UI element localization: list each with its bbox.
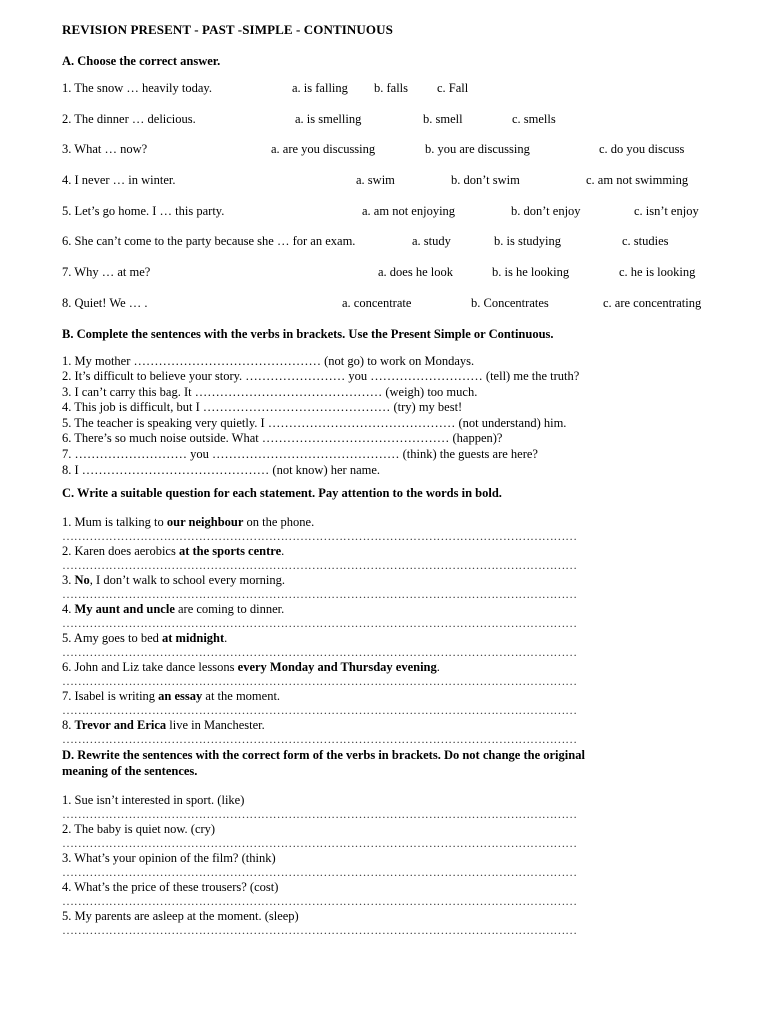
statement xyxy=(62,689,742,704)
statement-bold: our neighbour xyxy=(166,515,244,530)
answer-option-c[interactable]: c. isn’t enjoy xyxy=(634,203,699,218)
statement-text: live in Manchester. xyxy=(166,718,265,733)
statement-bold: Trevor and Erica xyxy=(74,718,167,733)
answer-option-c[interactable]: c. smells xyxy=(512,111,556,126)
answer-option-a[interactable]: a. swim xyxy=(356,173,395,188)
rewrite-sentence: 5. My parents are asleep at the moment. (sleep) xyxy=(62,909,299,924)
statement-bold: every Monday and Thursday evening xyxy=(237,660,437,675)
answer-line[interactable]: …………………………………………………………………………………………………………………… xyxy=(62,645,577,660)
answer-option-a[interactable]: a. is falling xyxy=(292,81,348,95)
statement-text: at the moment. xyxy=(202,689,281,704)
statement-text: . xyxy=(224,631,228,646)
section-a xyxy=(62,53,742,327)
statement-bold: No xyxy=(74,573,90,588)
rewrite-sentence: 2. The baby is quiet now. (cry) xyxy=(62,822,216,837)
question-row xyxy=(62,81,742,112)
answer-option-a[interactable]: a. am not enjoying xyxy=(362,203,456,218)
statement-text: 3. xyxy=(62,573,75,588)
answer-option-b[interactable]: b. don’t swim xyxy=(451,173,520,188)
worksheet-title: REVISION PRESENT - PAST -SIMPLE - CONTINUOUS xyxy=(62,22,393,37)
answer-option-c[interactable]: c. do you discuss xyxy=(599,142,685,157)
section-d-heading: D. Rewrite the sentences with the correct form of the verbs in brackets. Do not change the original meaning of the sentences. xyxy=(62,748,585,779)
answer-line[interactable]: …………………………………………………………………………………………………………………… xyxy=(62,836,577,851)
statement-text: 7. Isabel is writing xyxy=(62,689,159,704)
statement-text: , I don’t walk to school every morning. xyxy=(89,573,286,588)
question-text: 3. What … now? xyxy=(62,142,148,157)
gap-fill-sentence: 4. This job is difficult, but I ……………………………………… (try) my best! xyxy=(62,400,463,415)
statement-text: are coming to dinner. xyxy=(174,602,285,617)
statement-text: 2. Karen does aerobics xyxy=(62,544,179,559)
question-text: 5. Let’s go home. I … this party. xyxy=(62,203,225,218)
section-b xyxy=(62,326,742,479)
statement-text: 8. xyxy=(62,718,75,733)
statement xyxy=(62,573,742,588)
answer-option-b[interactable]: b. is he looking xyxy=(492,265,570,280)
rewrite-sentence: 3. What’s your opinion of the film? (think) xyxy=(62,851,276,866)
statement xyxy=(62,718,742,733)
question-row xyxy=(62,173,742,204)
statement xyxy=(62,544,742,559)
question-text: 1. The snow … heavily today. xyxy=(62,81,212,95)
answer-option-b[interactable]: b. falls xyxy=(374,81,409,95)
statement-bold: an essay xyxy=(158,689,203,704)
question-text: 7. Why … at me? xyxy=(62,265,151,280)
section-b-heading: B. Complete the sentences with the verbs in brackets. Use the Present Simple or Continuous. xyxy=(62,326,554,341)
answer-line[interactable]: …………………………………………………………………………………………………………………… xyxy=(62,923,577,938)
answer-line[interactable]: …………………………………………………………………………………………………………………… xyxy=(62,732,577,747)
rewrite-sentence: 4. What’s the price of these trousers? (cost) xyxy=(62,880,279,895)
gap-fill-sentence: 3. I can’t carry this bag. It ……………………………………… (weigh) too much. xyxy=(62,384,478,399)
answer-option-c[interactable]: c. am not swimming xyxy=(586,173,689,188)
statement xyxy=(62,660,742,675)
answer-line[interactable]: …………………………………………………………………………………………………………………… xyxy=(62,807,577,822)
answer-line[interactable]: …………………………………………………………………………………………………………………… xyxy=(62,865,577,880)
answer-option-b[interactable]: b. Concentrates xyxy=(471,295,549,310)
question-row xyxy=(62,296,742,327)
statement-bold: at the sports centre xyxy=(178,544,282,559)
answer-option-c[interactable]: c. are concentrating xyxy=(603,295,702,310)
gap-fill-sentence: 2. It’s difficult to believe your story. …………………… you ……………………… (tell) me the truth? xyxy=(62,369,580,384)
statement xyxy=(62,631,742,646)
answer-option-a[interactable]: a. are you discussing xyxy=(271,142,376,157)
section-d-questions xyxy=(62,793,742,938)
answer-option-b[interactable]: b. don’t enjoy xyxy=(511,203,581,218)
answer-option-c[interactable]: c. studies xyxy=(622,234,669,249)
statement-text: 4. xyxy=(62,602,75,617)
answer-line[interactable]: …………………………………………………………………………………………………………………… xyxy=(62,616,577,631)
statement-text: . xyxy=(436,660,440,675)
statement-text: 6. John and Liz take dance lessons xyxy=(62,660,238,675)
statement xyxy=(62,515,742,530)
question-text: 2. The dinner … delicious. xyxy=(62,111,196,126)
question-row xyxy=(62,265,742,296)
question-text: 4. I never … in winter. xyxy=(62,173,176,188)
answer-line[interactable]: …………………………………………………………………………………………………………………… xyxy=(62,558,577,573)
statement-bold: at midnight xyxy=(162,631,225,646)
answer-line[interactable]: …………………………………………………………………………………………………………………… xyxy=(62,703,577,718)
section-c xyxy=(62,485,742,747)
section-d xyxy=(62,747,742,938)
answer-option-b[interactable]: b. smell xyxy=(423,111,463,126)
statement-text: 5. Amy goes to bed xyxy=(62,631,162,646)
gap-fill-sentence: 1. My mother ……………………………………… (not go) to work on Mondays. xyxy=(62,353,475,368)
answer-option-c[interactable]: c. Fall xyxy=(437,81,469,95)
question-row xyxy=(62,142,742,173)
answer-line[interactable]: …………………………………………………………………………………………………………………… xyxy=(62,529,577,544)
answer-option-a[interactable]: a. concentrate xyxy=(342,295,412,310)
gap-fill-sentence: 5. The teacher is speaking very quietly. I ……………………………………… (not understand) him. xyxy=(62,415,567,430)
rewrite-sentence: 1. Sue isn’t interested in sport. (like) xyxy=(62,793,245,808)
section-a-questions xyxy=(62,81,742,327)
section-c-heading: C. Write a suitable question for each statement. Pay attention to the words in bold. xyxy=(62,486,502,501)
gap-fill-sentence: 8. I ……………………………………… (not know) her name. xyxy=(62,462,381,477)
gap-fill-sentence: 6. There’s so much noise outside. What ……………………………………… (happen)? xyxy=(62,431,503,446)
answer-option-b[interactable]: b. you are discussing xyxy=(425,142,530,157)
answer-option-b[interactable]: b. is studying xyxy=(494,234,562,249)
gap-fill-sentence: 7. ……………………… you ……………………………………… (think) the guests are here? xyxy=(62,447,538,462)
section-b-questions xyxy=(62,354,742,479)
question-text: 8. Quiet! We … . xyxy=(62,295,148,310)
statement-bold: My aunt and uncle xyxy=(74,602,175,617)
answer-option-a[interactable]: a. study xyxy=(412,234,451,249)
answer-option-a[interactable]: a. does he look xyxy=(378,265,453,280)
statement-text: . xyxy=(281,544,285,559)
question-row xyxy=(62,204,742,235)
statement-text: on the phone. xyxy=(243,515,315,530)
answer-line[interactable]: …………………………………………………………………………………………………………………… xyxy=(62,674,577,689)
question-row xyxy=(62,112,742,143)
statement-text: 1. Mum is talking to xyxy=(62,515,167,530)
answer-option-c[interactable]: c. he is looking xyxy=(619,265,696,280)
section-a-heading: A. Choose the correct answer. xyxy=(62,54,221,68)
statement xyxy=(62,602,742,617)
answer-line[interactable]: …………………………………………………………………………………………………………………… xyxy=(62,894,577,909)
section-c-questions xyxy=(62,515,742,747)
worksheet xyxy=(62,22,742,938)
answer-line[interactable]: …………………………………………………………………………………………………………………… xyxy=(62,587,577,602)
question-row xyxy=(62,234,742,265)
question-text: 6. She can’t come to the party because she … for an exam. xyxy=(62,234,356,249)
answer-option-a[interactable]: a. is smelling xyxy=(295,111,362,126)
